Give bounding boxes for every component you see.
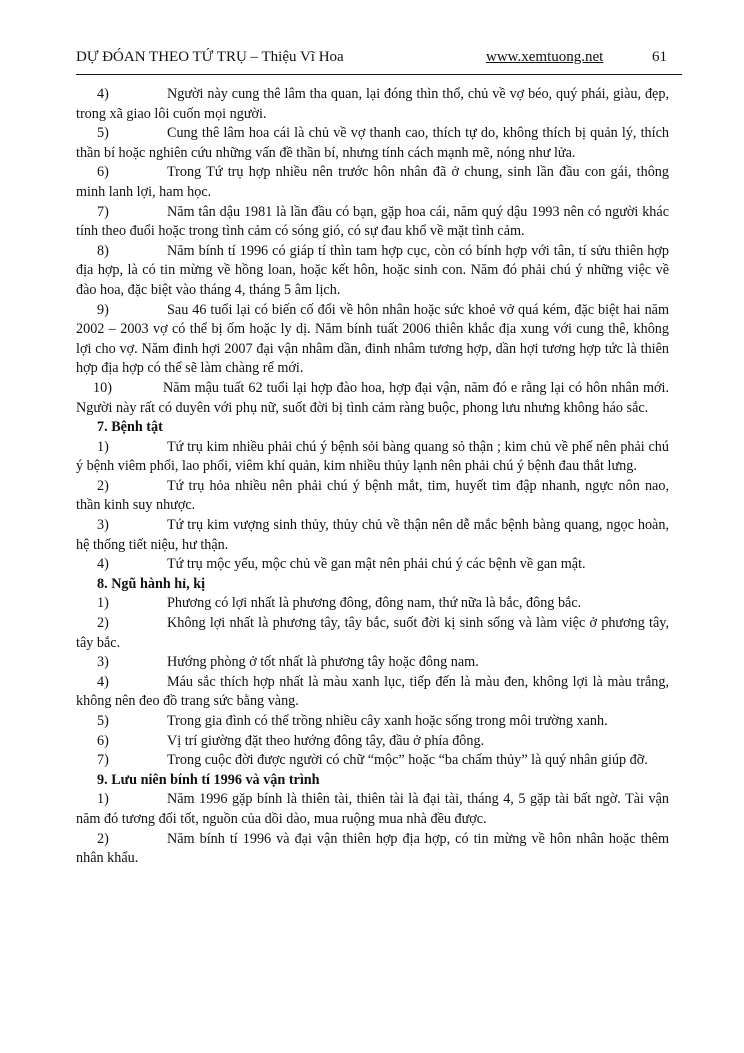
- item-text: Tứ trụ mộc yếu, mộc chủ về gan mật nên phải chú ý các bệnh về gan mật.: [167, 556, 586, 573]
- section-heading: 7. Bệnh tật: [97, 419, 163, 436]
- page-body: [76, 85, 669, 869]
- item-text: Trong cuộc đời được người có chữ “mộc” hoặc “ba chấm thủy” là quý nhân giúp đỡ.: [167, 752, 648, 769]
- item-number: 2): [97, 477, 109, 494]
- item-text: Trong Tứ trụ hợp nhiều nên trước hôn nhân đã ở chung, sinh lần đầu con gái, thông minh lanh lợi, ham học.: [76, 164, 669, 200]
- list-item: [76, 203, 669, 242]
- item-text: Hướng phòng ở tốt nhất là phương tây hoặc đông nam.: [167, 654, 479, 671]
- item-number: 5): [97, 713, 109, 729]
- list-item: [76, 673, 669, 712]
- item-text: Năm bính tí 1996 và đại vận thiên hợp địa hợp, có tin mừng về hôn nhân hoặc thêm nhân khẩu.: [76, 830, 669, 867]
- list-item: [76, 124, 669, 163]
- item-text: Người này cung thê lâm tha quan, lại đóng thìn thổ, chủ về vợ béo, quý phái, giàu, đẹp, trong xã giao lôi cuốn mọi người.: [76, 86, 669, 122]
- header-rule: [76, 74, 682, 75]
- list-item: [76, 163, 669, 202]
- list-item: [76, 85, 669, 124]
- item-number: 2): [97, 830, 109, 847]
- item-number: 1): [97, 595, 109, 612]
- item-text: Tứ trụ kim nhiều phải chú ý bệnh sỏi bàng quang sỏ thận ; kim chủ về phế nên phải chú ý bệnh viêm phổi, lao phổi, viêm khí quản, kim nhiều thủy lạnh nên phải chú ý bệnh đau thắt lưng.: [76, 438, 669, 475]
- list-item: [76, 790, 669, 829]
- item-number: 9): [97, 301, 109, 318]
- list-item: [76, 712, 669, 732]
- intro-list: [76, 85, 669, 418]
- item-text: Phương có lợi nhất là phương đông, đông nam, thứ nữa là bắc, đông bắc.: [167, 595, 582, 612]
- sections: [76, 418, 669, 869]
- list-item: [76, 614, 669, 653]
- list-item: [76, 301, 669, 379]
- item-number: 3): [97, 654, 109, 671]
- section: [76, 575, 669, 771]
- website-link[interactable]: www.xemtuong.net: [486, 49, 604, 65]
- list-item: [76, 653, 669, 673]
- section: [76, 771, 669, 869]
- list-item: [76, 438, 669, 477]
- list-item: [76, 379, 669, 418]
- item-number: 8): [97, 242, 109, 259]
- list-item: [76, 594, 669, 614]
- item-number: 1): [97, 438, 109, 455]
- item-text: Năm 1996 gặp bính là thiên tài, thiên tài là đại tài, tháng 4, 5 gặp tài bất ngờ. Tài vận năm đó tương đối tốt, nguồn của dồi dào, mua ruộng mua nhà đều được.: [76, 791, 669, 827]
- item-text: Vị trí giường đặt theo hướng đông tây, đầu ở phía đông.: [167, 732, 485, 749]
- item-text: Trong gia đình có thể trồng nhiều cây xanh hoặc sống trong môi trường xanh.: [167, 713, 608, 729]
- list-item: [76, 732, 669, 752]
- item-number: 4): [97, 556, 109, 573]
- item-number: 6): [97, 732, 109, 749]
- list-item: [76, 830, 669, 869]
- item-number: 1): [97, 791, 109, 808]
- section: [76, 418, 669, 575]
- section-heading: 9. Lưu niên bính tí 1996 và vận trình: [97, 771, 320, 788]
- item-text: Không lợi nhất là phương tây, tây bắc, suốt đời kị sinh sống và làm việc ở phương tây, tây bắc.: [76, 615, 669, 651]
- item-number: 7): [97, 203, 109, 220]
- item-text: Sau 46 tuổi lại có biến cố đổi về hôn nhân hoặc sức khoẻ vở quá kém, đặc biệt hai năm 2002 – 2003 vợ có thể bị ốm hoặc ly dị. Năm bính tuất 2006 thiên khắc địa xung với cung thê, không lợi cho vợ. Năm đinh hợi 2007 đại vận nhâm dần, đinh nhâm tương hợp, dần hợi tương hợp tức là thiên hợp địa hợp có thể sẽ làm chàng rể mới.: [76, 301, 669, 377]
- item-text: Máu sắc thích hợp nhất là màu xanh lục, tiếp đến là màu đen, không lợi là màu trắng, không nên đeo đồ trang sức bằng vàng.: [76, 673, 669, 710]
- item-number: 6): [97, 164, 109, 181]
- item-number: 5): [97, 125, 109, 142]
- list-item: [76, 477, 669, 516]
- list-item: [76, 751, 669, 771]
- item-number: 4): [97, 86, 109, 102]
- list-item: [76, 516, 669, 555]
- page-number: 61: [652, 49, 667, 65]
- list-item: [76, 242, 669, 301]
- item-number: 10): [93, 379, 112, 396]
- item-number: 4): [97, 673, 109, 690]
- item-text: Năm bính tí 1996 có giáp tí thìn tam hợp cục, còn có bính hợp với tân, tí sửu thiên hợp địa hợp, là có tin mừng về hồng loan, hoặc kết hôn, hoặc sinh con. Năm đó phải chú ý những việc về đào hoa, đặc biệt vào tháng 4, tháng 5 âm lịch.: [76, 242, 669, 298]
- item-number: 2): [97, 615, 109, 632]
- item-text: Tứ trụ hỏa nhiều nên phải chú ý bệnh mắt, tim, huyết tim đập nhanh, ngực nôn nao, thần kinh suy nhược.: [76, 477, 669, 514]
- list-item: [76, 555, 669, 575]
- item-text: Tứ trụ kim vượng sinh thủy, thủy chủ về thận nên dễ mắc bệnh bàng quang, ngọc hoàn, hệ thống tiết niệu, hư thận.: [76, 517, 669, 553]
- section-heading: 8. Ngũ hành hỉ, kị: [97, 575, 206, 592]
- item-number: 3): [97, 517, 109, 534]
- item-text: Năm mậu tuất 62 tuổi lại hợp đào hoa, hợp đại vận, năm đó e rằng lại có hôn nhân mới. Người này rất có duyên với phụ nữ, suốt đời bị tình cảm ràng buộc, phong lưu nhưng không háo sắc.: [76, 379, 669, 416]
- item-text: Cung thê lâm hoa cái là chủ về vợ thanh cao, thích tự do, không thích bị quản lý, thích thần bí hoặc nghiên cứu những vấn đề thần bí, nhưng tính cách mạnh mẽ, nóng như lửa.: [76, 125, 669, 161]
- item-text: Năm tân dậu 1981 là lần đầu có bạn, gặp hoa cái, năm quý dậu 1993 nên có người khác tính theo đuổi hoặc trong tình cảm có sóng gió, có sự đau khổ về mặt tình cảm.: [76, 203, 669, 240]
- book-title: DỰ ĐÓAN THEO TỨ TRỤ – Thiệu Vĩ Hoa: [76, 49, 344, 65]
- page-header: [76, 46, 669, 68]
- item-number: 7): [97, 752, 109, 769]
